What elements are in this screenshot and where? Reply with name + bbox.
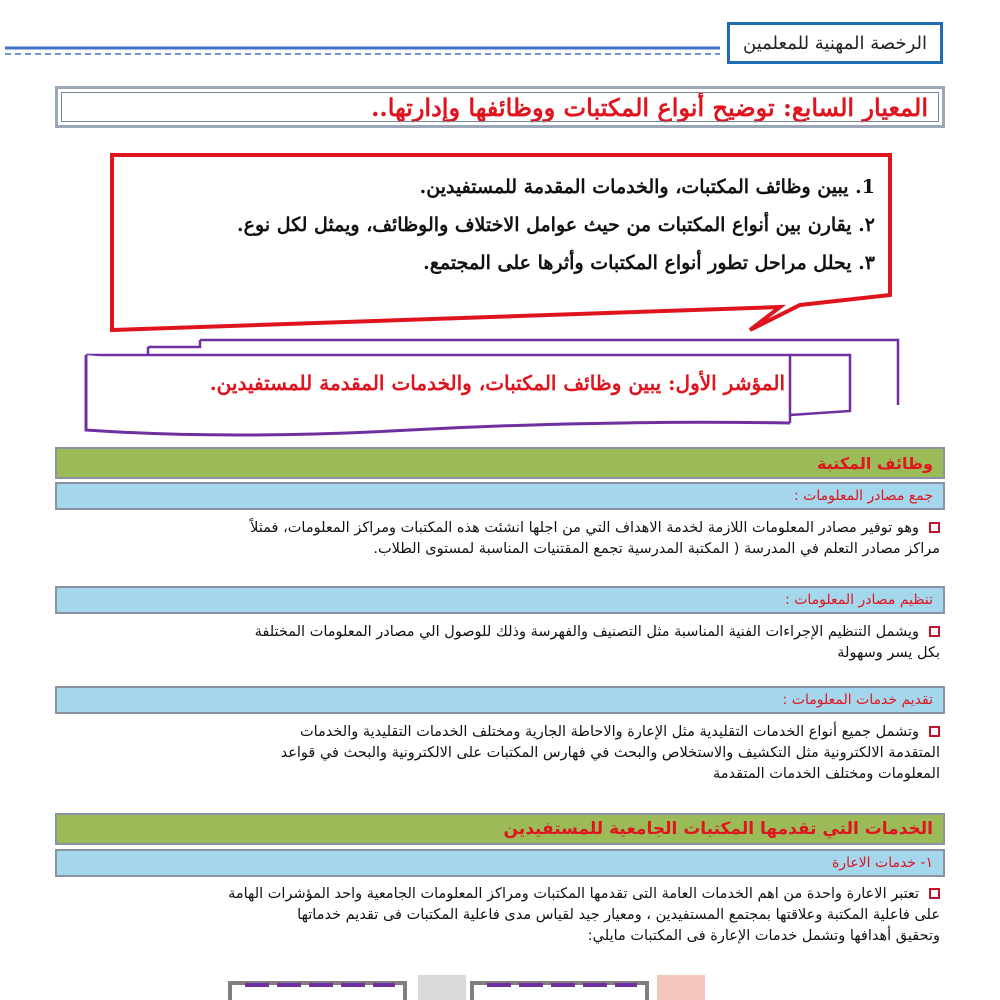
subheading-collect-sources: جمع مصادر المعلومات : [55,482,945,510]
subheading-organize-sources: تنظيم مصادر المعلومات : [55,586,945,614]
header-title-box [727,22,943,64]
indicator-text: المؤشر الأول: يبين وظائف المكتبات، والخدمات المقدمة للمستفيدين. [209,371,785,395]
checkbox-bullet-icon [929,888,940,899]
section-heading-library-functions: وظائف المكتبة [55,447,945,479]
subheading-lending-services: ١- خدمات الاعارة [55,849,945,877]
checkbox-bullet-icon [929,626,940,637]
bottom-diagram-fragment [0,975,1000,1000]
standard-title-box [55,86,945,128]
checkbox-bullet-icon [929,522,940,533]
paragraph-provide-services: وتشمل جميع أنواع الخدمات التقليدية مثل الإعارة والاحاطة الجارية ومختلف الخدمات التقليدية والخدمات المتقدمة الالكترونية مثل التكشيف والاستخلاص والبحث في فهارس المكتبات على الالكترونية والبحث في قواعد المعلومات ومختلف الخدمات المتقدمة [280,724,940,782]
subheading-provide-services: تقديم خدمات المعلومات : [55,686,945,714]
section-heading-university-services: الخدمات التي تقدمها المكتبات الجامعية للمستفيدين [55,813,945,845]
objective-item: ٢. يقارن بين أنواع المكتبات من حيث عوامل الاختلاف والوظائف، ويمثل لكل نوع. [237,214,875,236]
paragraph-collect-sources: وهو توفير مصادر المعلومات اللازمة لخدمة الاهداف التي من اجلها انشئت هذه المكتبات ومراكز المعلومات، فمثلاً مراكز مصادر التعلم في المدرسة ( المكتبة المدرسية تجمع المقتنيات المناسبة لمستوى الطلاب. [250,520,940,557]
standard-title: المعيار السابع: توضيح أنواع المكتبات ووظائفها وإدارتها.. [371,92,928,122]
checkbox-bullet-icon [929,726,940,737]
paragraph-organize-sources: ويشمل التنظيم الإجراءات الفنية المناسبة مثل التصنيف والفهرسة وذلك للوصول الي مصادر المعلومات المختلفة بكل يسر وسهولة [254,624,940,661]
header-title: الرخصة المهنية للمعلمين [743,32,927,54]
objectives-list [135,168,875,282]
objective-item: 1. يبين وظائف المكتبات، والخدمات المقدمة للمستفيدين. [419,176,875,198]
paragraph-lending-services: تعتبر الاعارة واحدة من اهم الخدمات العامة التى تقدمها المكتبات ومراكز المعلومات الجامعية واحد المؤشرات الهامة على فاعلية المكتبة وعلاقتها بمجتمع المستفيدين ، ومعيار جيد لقياس مدى فاعلية المكتبات فى تقديم خدماتها وتحقيق أهدافها وتشمل خدمات الإعارة فى المكتبات مايلي: [228,886,940,944]
objective-item: ٣. يحلل مراحل تطور أنواع المكتبات وأثرها على المجتمع. [423,252,875,274]
